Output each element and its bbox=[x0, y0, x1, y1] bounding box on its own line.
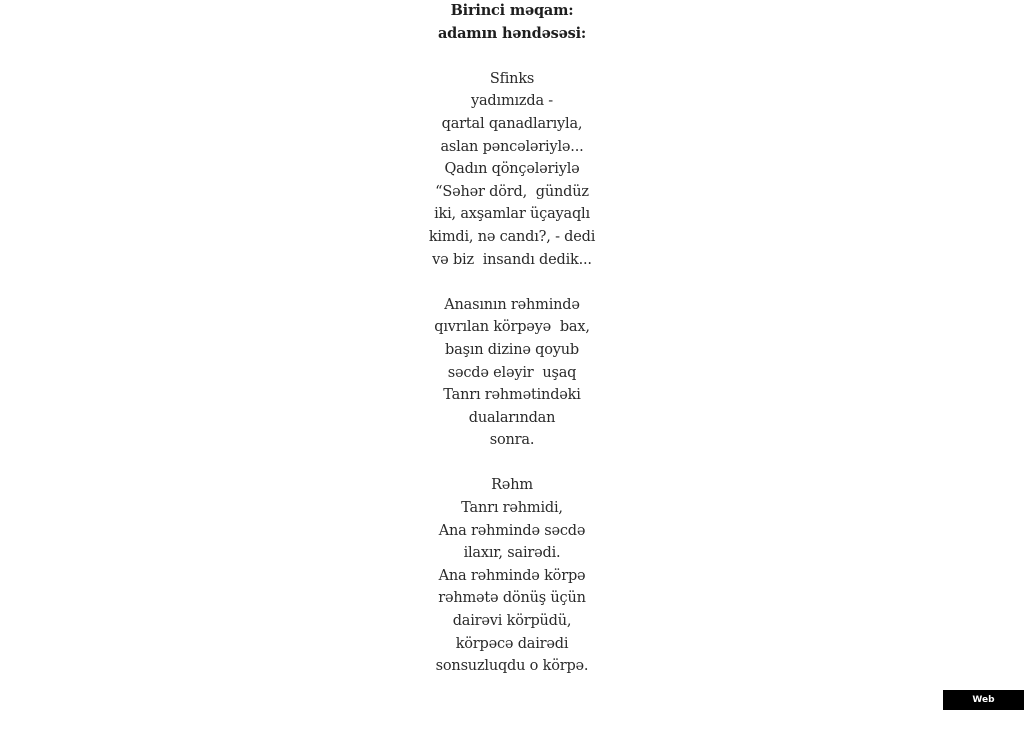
poem-line: qıvrılan körpəyə bax, bbox=[434, 319, 590, 336]
poem-line: Ana rəhmində körpə bbox=[438, 567, 586, 584]
poem-line: başın dizinə qoyub bbox=[445, 341, 579, 358]
poem-line: Ana rəhmində səcdə bbox=[438, 522, 586, 539]
web-screenshot-badge: Web Screenshot bbox=[943, 690, 1024, 710]
poem-line: Tanrı rəhmidi, bbox=[461, 500, 563, 517]
poem-line: Qadın qönçələriylə bbox=[444, 161, 580, 178]
poem-line: Rəhm bbox=[491, 477, 533, 494]
poem-line: yadımızda - bbox=[470, 93, 554, 110]
poem-line: səcdə eləyir uşaq bbox=[447, 364, 577, 381]
stanza-2 bbox=[0, 294, 1024, 452]
poem-line: aslan pəncələriylə... bbox=[440, 138, 584, 155]
stanza-3 bbox=[0, 474, 1024, 677]
poem-line: sonsuzluqdu o körpə. bbox=[435, 658, 589, 675]
poem-line: ilaxır, sairədi. bbox=[463, 545, 561, 562]
poem-title bbox=[0, 0, 1024, 45]
poem-line: Anasının rəhmində bbox=[444, 296, 580, 313]
subtitle-line: adamın həndəsəsi: bbox=[437, 24, 587, 42]
poem-line: “Səhər dörd, gündüz bbox=[435, 183, 589, 200]
poem-line: Sfinks bbox=[489, 70, 535, 87]
stanza-1 bbox=[0, 68, 1024, 271]
poem-line: sonra. bbox=[489, 432, 535, 449]
poem-line: iki, axşamlar üçayaqlı bbox=[434, 206, 590, 223]
poem-line: qartal qanadlarıyla, bbox=[441, 115, 583, 132]
poem-line: dairəvi körpüdü, bbox=[452, 613, 572, 630]
poem-line: və biz insandı dedik... bbox=[432, 251, 592, 268]
poem-line: Tanrı rəhmətindəki bbox=[443, 387, 581, 404]
poem-line: körpəcə dairədi bbox=[455, 635, 569, 652]
poem-line: kimdi, nə candı?, - dedi bbox=[428, 228, 596, 245]
title-line: Birinci məqam: bbox=[450, 2, 574, 19]
poem-line: dualarından bbox=[468, 409, 556, 426]
poem-line: rəhmətə dönüş üçün bbox=[438, 590, 586, 607]
